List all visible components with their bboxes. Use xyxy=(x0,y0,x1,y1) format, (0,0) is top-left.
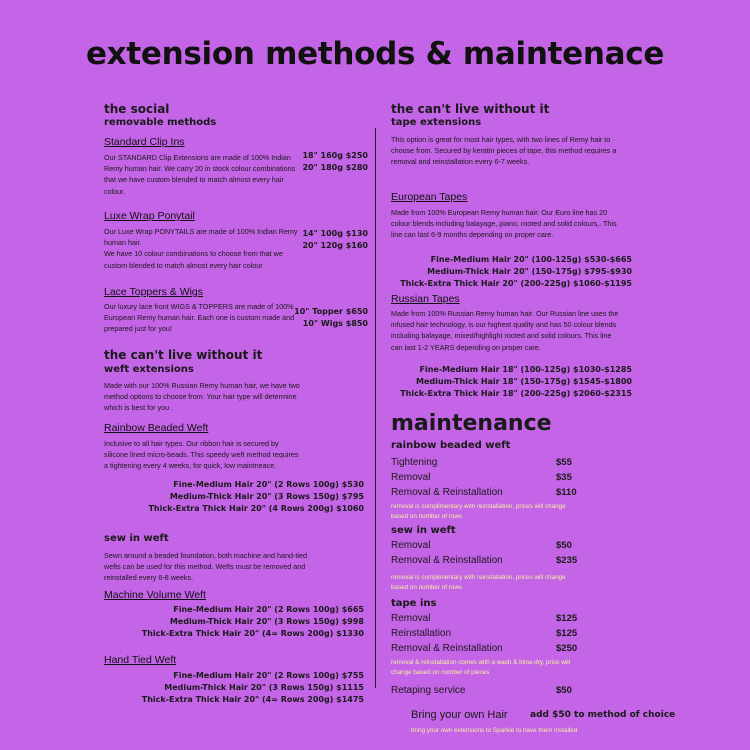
rbw-maint-title: rainbow beaded weft xyxy=(391,440,511,451)
maint-row xyxy=(391,540,631,555)
luxe-wrap-desc xyxy=(104,226,304,271)
tape-title: the can't live without it xyxy=(391,102,550,116)
maint-price: $50 xyxy=(556,685,572,696)
lace-toppers-wigs-link[interactable]: Lace Toppers & Wigs xyxy=(104,286,204,298)
russ-prices xyxy=(400,364,632,400)
price-line: Thick-Extra Thick Hair 18" (200-225g) $2060-$2315 xyxy=(400,389,632,398)
rbw-desc: Inclusive to all hair types. Our ribbon hair is secured by silicone lined micro-beads. This speedy weft method requires a tightening every 4 weeks, for quick, low maintneace. xyxy=(104,439,299,471)
maint-row xyxy=(391,628,631,643)
sew-maint-list xyxy=(391,540,631,592)
maint-row xyxy=(391,643,631,658)
maint-price: $110 xyxy=(556,487,577,498)
price-line: Medium-Thick Hair 20" (3 Rows 150g) $1115 xyxy=(164,683,364,692)
hand-tied-weft-link[interactable]: Hand Tied Weft xyxy=(104,654,177,666)
price-line: 20" 180g $280 xyxy=(302,163,368,172)
maint-label: Retaping service xyxy=(391,685,466,696)
maint-label: Removal xyxy=(391,472,431,483)
price-line: Medium-Thick Hair 20" (3 Rows 150g) $795 xyxy=(169,492,364,501)
luxe-wrap-ponytail-link[interactable]: Luxe Wrap Ponytail xyxy=(104,210,195,222)
maint-label: Removal & Reinstallation xyxy=(391,555,503,566)
maint-row xyxy=(391,472,631,487)
rbw-prices xyxy=(148,479,364,515)
price-line: Fine-Medium Hair 20" (2 Rows 100g) $665 xyxy=(173,605,364,614)
price-line: Fine-Medium Hair 20" (2 Rows 100g) $755 xyxy=(173,671,364,680)
maint-price: $125 xyxy=(556,628,578,639)
price-line: Thick-Extra Thick Hair 20" (4= Rows 200g) $1330 xyxy=(141,629,364,638)
weft-desc: Made with our 100% Russian Remy human hair, we have two method options to choose from. Your hair type will determine which is best for you . xyxy=(104,381,300,413)
standard-clip-ins-desc: Our STANDARD Clip Extensions are made of 100% Indian Remy human hair. We carry 20 in stock colour combinations that we have custom blended to match almost every hair colour. xyxy=(104,153,296,196)
price-line: 20" 120g $160 xyxy=(302,241,368,250)
price-line: Fine-Medium Hair 20" (2 Rows 100g) $530 xyxy=(173,480,364,489)
maint-label: Removal xyxy=(391,540,431,551)
standard-clip-prices xyxy=(302,150,368,174)
tape-subtitle: tape extensions xyxy=(391,117,482,128)
page-title: extension methods & maintenace xyxy=(85,36,665,72)
maint-label: Reinstallation xyxy=(391,628,452,639)
machine-volume-weft-link[interactable]: Machine Volume Weft xyxy=(104,589,206,601)
sew-maint-title: sew in weft xyxy=(391,525,456,536)
tape-maint-list xyxy=(391,613,631,677)
rbw-note: removal is complimentary with reinstallation, prices will change based on number of rows xyxy=(391,503,566,520)
maint-label: Removal & Reinstallation xyxy=(391,487,503,498)
maint-price: $125 xyxy=(556,613,578,624)
price-line: Thick-Extra Thick Hair 20" (4= Rows 200g) $1475 xyxy=(141,695,364,704)
price-line: Fine-Medium Hair 18" (100-125g) $1030-$1285 xyxy=(419,365,632,374)
maint-label: Removal & Reinstallation xyxy=(391,643,503,654)
euro-desc: Made from 100% European Remy human hair. Our Euro line has 20 colour blends including balayage, piano, rooted and solid colours,. This line can last 6-9 months depending on proper care. xyxy=(391,208,617,240)
maint-label: Removal xyxy=(391,613,431,624)
byoh-price: add $50 to method of choice xyxy=(530,710,676,720)
price-line: Medium-Thick Hair 18" (150-175g) $1545-$1800 xyxy=(416,377,632,386)
price-line: Fine-Medium Hair 20" (100-125g) $530-$665 xyxy=(430,255,632,264)
price-line: Thick-Extra Thick Hair 20" (200-225g) $1060-$1195 xyxy=(400,279,632,288)
maint-price: $50 xyxy=(556,540,572,551)
price-line: Medium-Thick Hair 20" (150-175g) $795-$930 xyxy=(427,267,632,276)
lace-desc: Our luxury lace front WIGS & TOPPERS are made of 100% European Remy human hair. Each one is custom made and prepared just for you! xyxy=(104,302,295,334)
column-divider xyxy=(375,128,376,688)
maint-price: $235 xyxy=(556,555,578,566)
maint-label: Tightening xyxy=(391,457,438,468)
luxe-desc-line1: Our Luxe Wrap PONYTAILS are made of 100% Indian Remy human hair. xyxy=(104,227,298,248)
sew-desc: Sewn around a beaded foundation, both machine and hand-tied wefts can be used for this method. Wefts must be removed and reinstalled every 6-8 weeks. xyxy=(104,551,308,583)
maintenance-title: maintenance xyxy=(391,411,552,436)
maint-price: $55 xyxy=(556,457,572,468)
price-line: 14" 100g $130 xyxy=(302,229,368,238)
mvw-prices xyxy=(142,604,364,640)
tape-desc: This option is great for most hair types, with two lines of Remy hair to choose from. Secured by keratin pieces of tape, this method requires a removal and reinstallation every 6-7 weeks. xyxy=(391,135,617,167)
european-tapes-link[interactable]: European Tapes xyxy=(391,191,468,203)
byoh-note: bring your own extensions to Sparkle to have them installed xyxy=(411,727,578,734)
euro-prices xyxy=(400,254,632,290)
sew-note: removal is complimentary with reinstallation, prices will change based on number of rows xyxy=(391,574,566,591)
russian-tapes-link[interactable]: Russian Tapes xyxy=(391,293,460,305)
maint-row xyxy=(391,457,631,472)
maint-price: $250 xyxy=(556,643,578,654)
standard-clip-ins-link[interactable]: Standard Clip Ins xyxy=(104,136,185,148)
retaping-row xyxy=(391,685,631,700)
sew-title: sew in weft xyxy=(104,533,169,544)
maint-row xyxy=(391,613,631,628)
price-line: Thick-Extra Thick Hair 20" (4 Rows 200g) $1060 xyxy=(148,504,364,513)
russ-desc: Made from 100% Russian Remy human hair. Our Russian line uses the infused hair technology, is our highest quality and has 50 colour blends including balayage, mixed/highlight rooted and solid colours. This line can last 1-2 YEARS depending on proper care. xyxy=(391,309,619,352)
price-line: 10" Wigs $850 xyxy=(302,319,368,328)
price-line: 18" 160g $250 xyxy=(302,151,368,160)
weft-title: the can't live without it xyxy=(104,348,263,362)
maint-row xyxy=(391,487,631,502)
maint-price: $35 xyxy=(556,472,572,483)
luxe-wrap-prices xyxy=(302,228,368,252)
maint-row xyxy=(391,555,631,570)
htw-prices xyxy=(142,670,364,706)
social-title: the social xyxy=(104,102,170,116)
tape-maint-title: tape ins xyxy=(391,598,437,609)
tape-note: removal & reinstallation comes with a wash & blow-dry, price will change based on number of pieces xyxy=(391,659,571,676)
byoh-label: Bring your own Hair xyxy=(411,709,508,721)
rbw-maint-list xyxy=(391,457,631,521)
luxe-desc-line2: We have 10 colour combinations to choose from that we custom blended to match almost every hair colour xyxy=(104,249,283,270)
rainbow-beaded-weft-link[interactable]: Rainbow Beaded Weft xyxy=(104,422,209,434)
weft-subtitle: weft extensions xyxy=(104,364,194,375)
lace-prices xyxy=(294,306,368,330)
social-subtitle: removable methods xyxy=(104,117,217,128)
price-line: Medium-Thick Hair 20" (3 Rows 150g) $998 xyxy=(169,617,364,626)
price-line: 10" Topper $650 xyxy=(294,307,368,316)
